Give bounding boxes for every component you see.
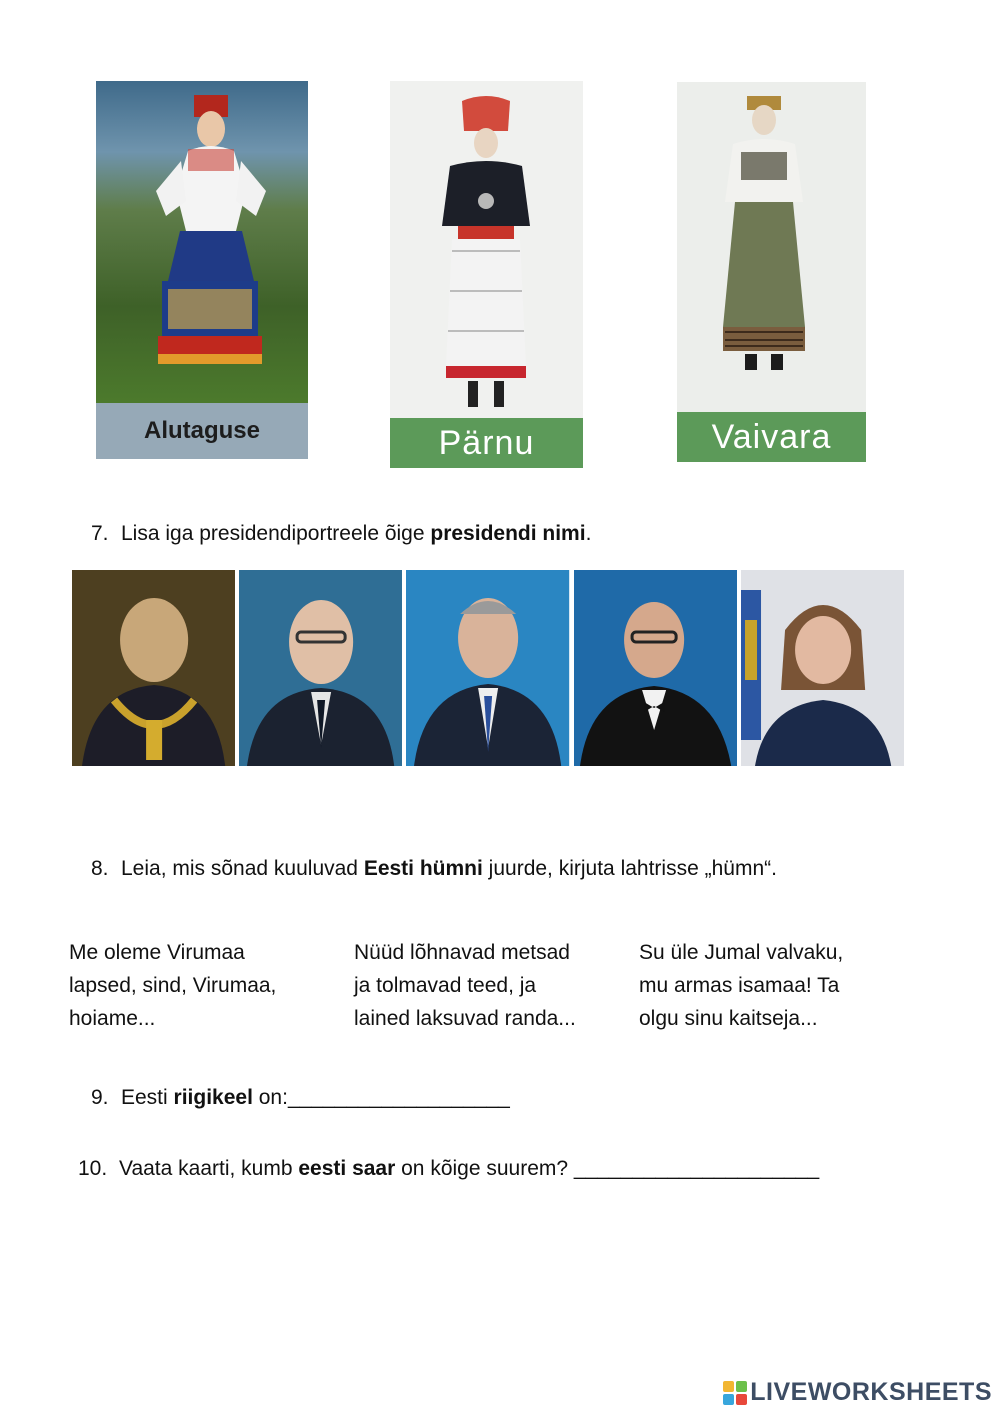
costume-label: Vaivara: [677, 412, 866, 462]
question-emphasis: presidendi nimi: [430, 522, 586, 545]
president-portrait-1[interactable]: [72, 570, 235, 766]
question-emphasis: Eesti hümni: [363, 857, 483, 880]
question-number: 9.: [91, 1086, 109, 1109]
question-8: [91, 855, 777, 883]
president-portrait-3[interactable]: [406, 570, 569, 766]
question-9[interactable]: [91, 1084, 510, 1112]
costume-label: Pärnu: [390, 418, 583, 468]
question-emphasis: eesti saar: [298, 1157, 396, 1180]
question-text: Lisa iga presidendiportreele õige: [121, 522, 431, 545]
anthem-line: olgu sinu kaitseja...: [639, 1007, 818, 1030]
anthem-line: ja tolmavad teed, ja: [354, 974, 537, 997]
answer-blank[interactable]: on kõige suurem? _____________________: [395, 1157, 820, 1180]
president-portrait-4[interactable]: [574, 570, 737, 766]
question-number: 10.: [78, 1157, 108, 1180]
costume-card-parnu: [390, 81, 583, 468]
question-number: 8.: [91, 857, 109, 880]
question-text-end: juurde, kirjuta lahtrisse „hümn“.: [482, 857, 777, 880]
question-10[interactable]: [78, 1155, 819, 1183]
anthem-option-2[interactable]: [354, 936, 624, 1035]
question-text-end: .: [585, 522, 592, 545]
anthem-line: Me oleme Virumaa: [69, 941, 245, 964]
anthem-line: lapsed, sind, Virumaa,: [69, 974, 277, 997]
anthem-line: Nüüd lõhnavad metsad: [354, 941, 570, 964]
question-emphasis: riigikeel: [173, 1086, 253, 1109]
question-7: [91, 520, 591, 548]
president-portrait-5[interactable]: [741, 570, 904, 766]
president-portrait-2[interactable]: [239, 570, 402, 766]
anthem-line: Su üle Jumal valvaku,: [639, 941, 844, 964]
anthem-line: lained laksuvad randa...: [354, 1007, 576, 1030]
anthem-option-3[interactable]: [639, 936, 909, 1035]
answer-blank[interactable]: on:___________________: [252, 1086, 510, 1109]
anthem-line: hoiame...: [69, 1007, 156, 1030]
president-portraits: [72, 570, 904, 766]
anthem-option-1[interactable]: [69, 936, 339, 1035]
logo-text: LIVEWORKSHEETS: [750, 1378, 992, 1406]
question-number: 7.: [91, 522, 109, 545]
question-text: Eesti: [121, 1086, 174, 1109]
costume-label: Alutaguse: [96, 403, 308, 459]
question-text: Vaata kaarti, kumb: [119, 1157, 299, 1180]
logo-mark-icon: [723, 1381, 747, 1405]
costume-figure-alutaguse: [96, 81, 308, 403]
question-text: Leia, mis sõnad kuuluvad: [121, 857, 364, 880]
costume-figure-parnu: [390, 81, 583, 418]
liveworksheets-logo: [723, 1378, 992, 1407]
costume-figure-vaivara: [677, 82, 866, 412]
costume-card-vaivara: [677, 82, 866, 462]
costume-card-alutaguse: [96, 81, 308, 459]
anthem-line: mu armas isamaa! Ta: [639, 974, 840, 997]
